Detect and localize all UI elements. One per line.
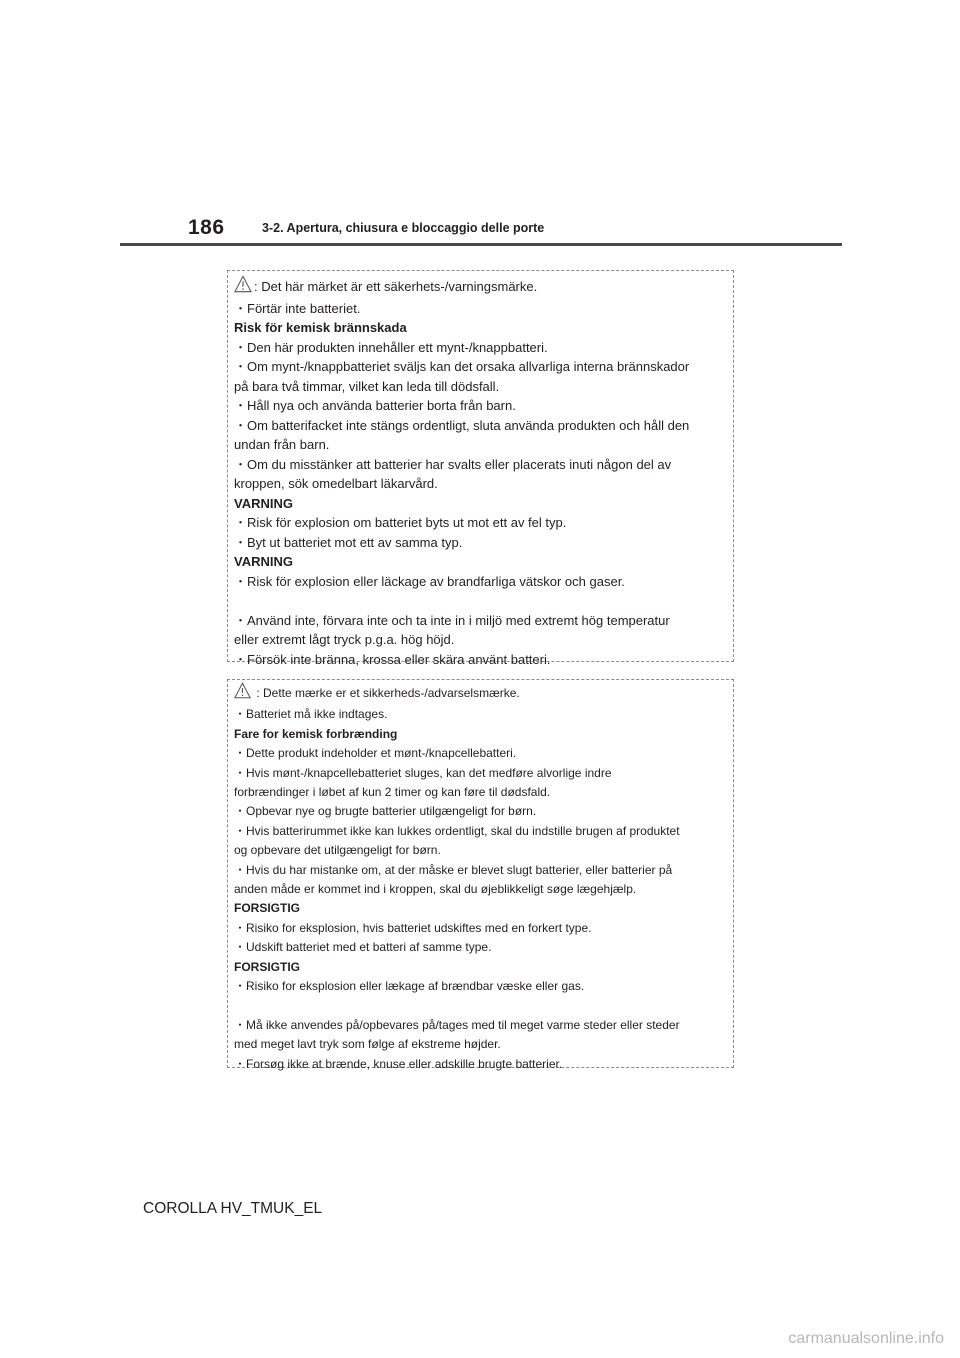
line-text: ・Dette produkt indeholder et mønt-/knapcellebatteri. [234, 746, 517, 761]
warning-text-line [234, 841, 727, 860]
danish-warning-box [227, 679, 734, 1071]
line-text: ・Om mynt-/knappbatteriet sväljs kan det orsaka allvarliga interna brännskador [234, 359, 690, 374]
warning-text-line [234, 572, 727, 592]
warning-text-line [234, 861, 727, 880]
header-rule [120, 243, 842, 246]
warning-text-line [234, 338, 727, 358]
line-text: kroppen, sök omedelbart läkarvård. [234, 476, 438, 491]
warning-triangle-icon [234, 275, 252, 299]
line-text: eller extremt lågt tryck p.g.a. hög höjd. [234, 632, 455, 647]
warning-heading [234, 552, 727, 572]
warning-heading [234, 899, 727, 918]
line-text: ・Må ikke anvendes på/opbevares på/tages med til meget varme steder eller steder [234, 1017, 680, 1032]
line-text: ・Batteriet må ikke indtages. [234, 707, 388, 722]
warning-text-line [234, 611, 727, 631]
line-text: undan från barn. [234, 437, 330, 452]
warning-text-line [234, 275, 727, 299]
warning-triangle-icon [234, 682, 251, 705]
swedish-warning-box [227, 270, 734, 667]
warning-text-line [234, 682, 727, 705]
warning-text-line [234, 977, 727, 996]
page-number: 186 [188, 216, 225, 239]
warning-text-line [234, 650, 727, 670]
warning-heading [234, 725, 727, 744]
warning-heading [234, 494, 727, 514]
warning-text-line [234, 764, 727, 783]
line-text: på bara två timmar, vilket kan leda till dödsfall. [234, 378, 500, 394]
line-text: ・Forsøg ikke at brænde, knuse eller adskille brugte batterier. [234, 1056, 563, 1071]
line-text: anden måde er kommet ind i kroppen, skal du øjeblikkeligt søge lægehjælp. [234, 882, 637, 897]
line-text: ・Hvis batterirummet ikke kan lukkes ordentligt, skal du indstille brugen af produktet [234, 823, 680, 838]
line-text: med meget lavt tryk som følge af ekstreme højder. [234, 1037, 501, 1052]
line-text: VARNING [234, 495, 293, 511]
line-text: ・Om du misstänker att batterier har svalts eller placerats inuti någon del av [234, 456, 672, 472]
warning-text-line [234, 744, 727, 763]
warning-text-line [234, 938, 727, 957]
line-text: ・Risiko for eksplosion, hvis batteriet udskiftes med en forkert type. [234, 920, 592, 935]
warning-text-line [234, 513, 727, 533]
line-text: Fare for kemisk forbrænding [234, 726, 398, 741]
line-text: : Dette mærke er et sikkerheds-/advarselsmærke. [253, 686, 520, 700]
warning-text-line [234, 416, 727, 436]
line-text: ・Förtär inte batteriet. [234, 300, 361, 316]
line-text: ・Om batterifacket inte stängs ordentligt, sluta använda produkten och håll den [234, 417, 690, 433]
line-text: ・Hvis du har mistanke om, at der måske er blevet slugt batterier, eller batterier på [234, 862, 673, 877]
line-text: ・Håll nya och använda batterier borta från barn. [234, 398, 516, 413]
line-text: og opbevare det utilgængeligt for børn. [234, 843, 441, 858]
warning-heading [234, 318, 727, 338]
warning-text-line [234, 783, 727, 802]
line-text: VARNING [234, 554, 293, 569]
line-text: forbrændinger i løbet af kun 2 timer og kan føre til dødsfald. [234, 785, 551, 800]
warning-text-line [234, 533, 727, 553]
warning-text-line [234, 299, 727, 319]
line-text: ・Opbevar nye og brugte batterier utilgængeligt for børn. [234, 804, 537, 819]
warning-text-line [234, 630, 727, 650]
warning-text-line [234, 357, 727, 377]
line-text: ・Den här produkten innehåller ett mynt-/knappbatteri. [234, 339, 548, 355]
warning-text-line [234, 880, 727, 899]
watermark: carmanualsonline.info [788, 1330, 944, 1347]
section-title: 3-2. Apertura, chiusura e bloccaggio delle porte [262, 221, 545, 235]
warning-text-line [234, 919, 727, 938]
line-text: ・Byt ut batteriet mot ett av samma typ. [234, 534, 463, 550]
line-text: FORSIGTIG [234, 959, 300, 974]
warning-text-line [234, 822, 727, 841]
line-text: ・Risk för explosion eller läckage av brandfarliga vätskor och gaser. [234, 573, 625, 589]
line-text: FORSIGTIG [234, 901, 300, 916]
line-text: : Det här märket är ett säkerhets-/varningsmärke. [254, 279, 538, 294]
line-text: ・Risk för explosion om batteriet byts ut mot ett av fel typ. [234, 515, 567, 530]
warning-text-line [234, 435, 727, 455]
footer-model-code: COROLLA HV_TMUK_EL [143, 1200, 323, 1217]
warning-heading [234, 958, 727, 977]
blank-line [234, 997, 727, 1016]
warning-text-line [234, 802, 727, 821]
warning-text-line [234, 1035, 727, 1054]
warning-text-line [234, 377, 727, 397]
warning-text-line [234, 396, 727, 416]
blank-line [234, 591, 727, 611]
warning-text-line [234, 705, 727, 724]
line-text: ・Försök inte bränna, krossa eller skära använt batteri. [234, 651, 551, 667]
warning-text-line [234, 455, 727, 475]
warning-text-line [234, 1016, 727, 1035]
warning-text-line [234, 474, 727, 494]
line-text: Risk för kemisk brännskada [234, 320, 407, 335]
warning-text-line [234, 1055, 727, 1074]
line-text: ・Udskift batteriet med et batteri af samme type. [234, 940, 492, 955]
line-text: ・Hvis mønt-/knapcellebatteriet sluges, kan det medføre alvorlige indre [234, 765, 612, 780]
line-text: ・Risiko for eksplosion eller lækage af brændbar væske eller gas. [234, 979, 585, 994]
line-text: ・Använd inte, förvara inte och ta inte in i miljö med extremt hög temperatur [234, 612, 670, 628]
